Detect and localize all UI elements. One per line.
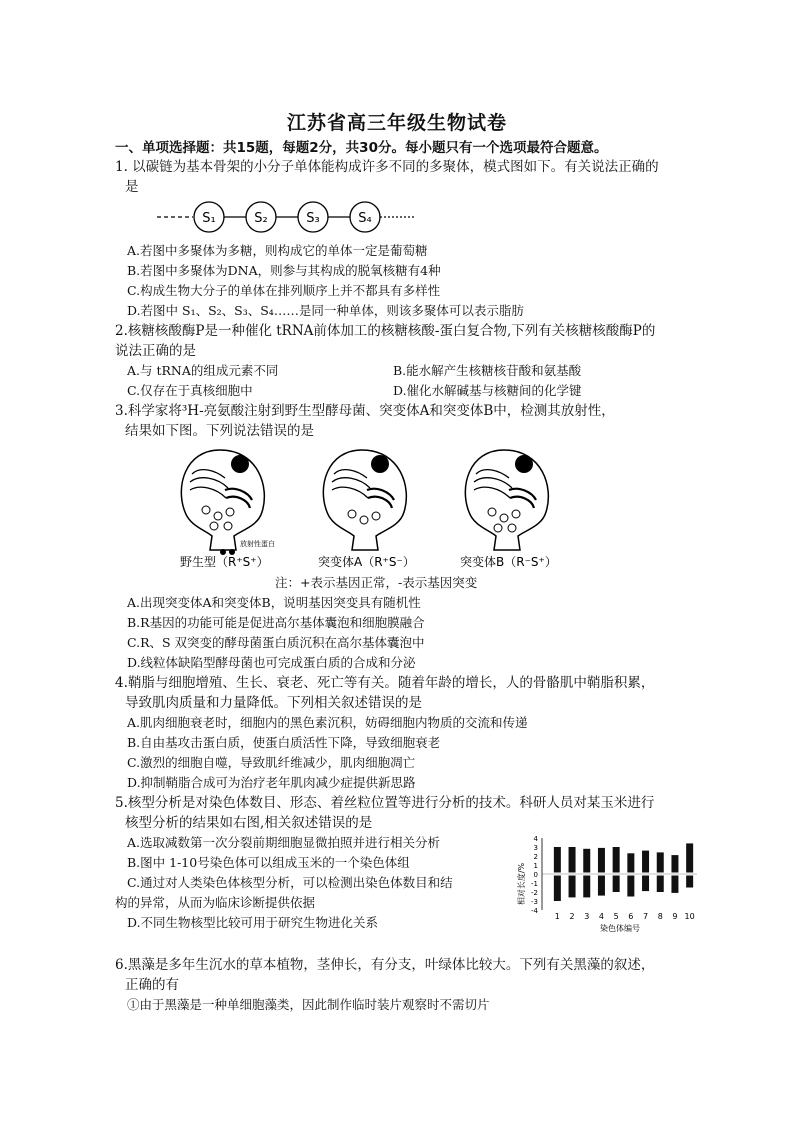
chromosome-arm-upper (627, 853, 634, 872)
q5-option-d: D.不同生物核型比较可用于研究生物进化关系 (127, 915, 379, 930)
chromosome-arm-lower (554, 876, 561, 902)
monomer-label: S₂ (254, 211, 268, 226)
q1-option-b: B.若图中多聚体为DNA，则参与其构成的脱氧核糖有4种 (127, 263, 441, 278)
q2-option-b: B.能水解产生核糖核苷酸和氨基酸 (393, 363, 582, 378)
q1-stem-cont: 是 (125, 179, 139, 195)
chromosome-arm-upper (686, 843, 693, 872)
q4-option-b: B.自由基攻击蛋白质，使蛋白质活性下降，导致细胞衰老 (127, 735, 441, 750)
q6-item-1: ①由于黑藻是一种单细胞藻类，因此制作临时装片观察时不需切片 (127, 997, 490, 1012)
monomer-s3 (298, 202, 328, 232)
chromosome-arm-lower (627, 876, 634, 897)
x-tick-label: 3 (584, 912, 590, 921)
q3-stem-cont: 结果如下图。下列说法错误的是 (125, 423, 314, 439)
q1-stem: 1. 以碳链为基本骨架的小分子单体能构成许多不同的多聚体，模式图如下。有关说法正确的 (115, 159, 659, 175)
chromosome-arm-upper (598, 848, 605, 873)
x-tick-label: 5 (613, 912, 619, 921)
monomer-s4 (350, 202, 380, 232)
chromosome-arm-lower (598, 876, 605, 896)
cell-label-mutant-b: 突变体B（R⁻S⁺） (460, 555, 557, 569)
q5-option-c-cont: 构的异常，从而为临床诊断提供依据 (115, 895, 316, 910)
q2-option-d: D.催化水解碱基与核糖间的化学键 (393, 383, 582, 398)
y-tick-label: 3 (533, 844, 538, 852)
monomer-s1 (194, 202, 224, 232)
q2-option-a: A.与 tRNA的组成元素不同 (127, 363, 279, 378)
q4-option-c: C.激烈的细胞自噬，导致肌纤维减少，肌肉细胞凋亡 (127, 755, 416, 770)
chromosome-arm-lower (583, 876, 590, 898)
chromosome-arm-upper (569, 847, 576, 873)
chromosome-arm-lower (642, 876, 649, 892)
chromosome-arm-upper (613, 847, 620, 873)
q3-note: 注：+表示基因正常，-表示基因突变 (275, 575, 478, 590)
x-tick-label: 8 (657, 912, 663, 921)
protein-label: 放射性蛋白 (240, 540, 275, 548)
q5-karyotype-chart (512, 832, 702, 934)
q1-polymer-chain-diagram (155, 200, 425, 234)
q1-option-c: C.构成生物大分子的单体在排列顺序上并不都具有多样性 (127, 283, 441, 298)
y-tick-label: 2 (533, 853, 538, 861)
chromosome-arm-upper (583, 849, 590, 873)
mutant-b-cell (465, 450, 548, 550)
chromosome-arm-lower (613, 876, 620, 893)
chromosome-arm-lower (657, 876, 664, 893)
q5-stem-cont: 核型分析的结果如右图,相关叙述错误的是 (125, 815, 373, 831)
q5-option-a: A.选取减数第一次分裂前期细胞显微拍照并进行相关分析 (127, 835, 441, 850)
q1-option-a: A.若图中多聚体为多糖，则构成它的单体一定是葡萄糖 (127, 243, 428, 258)
x-tick-label: 1 (554, 912, 560, 921)
chromosome-arm-upper (657, 852, 664, 872)
q6-stem: 6.黑藻是多年生沉水的草本植物，茎伸长，有分支，叶绿体比较大。下列有关黑藻的叙述， (115, 957, 655, 973)
y-tick-label: 1 (533, 862, 538, 870)
y-tick-label: -2 (531, 889, 538, 897)
paper-title: 江苏省高三年级生物试卷 (286, 112, 507, 134)
y-tick-label: -3 (531, 898, 538, 906)
q3-option-a: A.出现突变体A和突变体B，说明基因突变具有随机性 (127, 595, 421, 610)
chromosome-arm-lower (686, 876, 693, 888)
q3-stem: 3.科学家将³H-亮氨酸注射到野生型酵母菌、突变体A和突变体B中，检测其放射性， (115, 403, 615, 419)
q4-option-d: D.抑制鞘脂合成可为治疗老年肌肉减少症提供新思路 (127, 775, 416, 790)
section-heading: 一、单项选择题：共15题，每题2分，共30分。每小题只有一个选项最符合题意。 (115, 140, 608, 156)
monomer-label: S₁ (202, 211, 216, 226)
y-tick-label: -4 (531, 907, 538, 915)
q3-yeast-cell-diagram (170, 442, 570, 572)
q2-stem: 2.核糖核酸酶P是一种催化 tRNA前体加工的核糖核酸-蛋白复合物,下列有关核糖核酸酶P的 (115, 323, 656, 339)
q5-option-b: B.图中 1-10号染色体可以组成玉米的一个染色体组 (127, 855, 410, 870)
q3-option-d: D.线粒体缺陷型酵母菌也可完成蛋白质的合成和分泌 (127, 655, 416, 670)
chromosome-arm-lower (671, 876, 678, 893)
x-tick-label: 9 (672, 912, 678, 921)
q5-stem: 5.核型分析是对染色体数目、形态、着丝粒位置等进行分析的技术。科研人员对某玉米进行 (115, 795, 655, 811)
q4-stem: 4.鞘脂与细胞增殖、生长、衰老、死亡等有关。随着年龄的增长，人的骨骼肌中鞘脂积累， (115, 675, 655, 691)
chromosome-arm-upper (554, 847, 561, 873)
y-tick-label: -1 (531, 880, 538, 888)
q4-stem-cont: 导致肌肉质量和力量降低。下列相关叙述错误的是 (125, 695, 422, 711)
x-tick-label: 6 (628, 912, 634, 921)
x-tick-label: 7 (643, 912, 649, 921)
cell-label-wild-type: 野生型（R⁺S⁺） (180, 555, 269, 569)
q2-option-c: C.仅存在于真核细胞中 (127, 383, 253, 398)
y-tick-label: 4 (533, 835, 538, 843)
monomer-label: S₄ (358, 211, 372, 226)
y-tick-label: 0 (533, 871, 538, 879)
q1-option-d: D.若图中 S₁、S₂、S₃、S₄……是同一种单体，则该多聚体可以表示脂肪 (127, 303, 524, 318)
x-tick-label: 2 (569, 912, 575, 921)
q6-stem-cont: 正确的有 (125, 977, 179, 993)
x-tick-label: 4 (598, 912, 604, 921)
q4-option-a: A.肌肉细胞衰老时，细胞内的黑色素沉积，妨碍细胞内物质的交流和传递 (127, 715, 528, 730)
chromosome-arm-upper (671, 855, 678, 872)
mutant-a-cell (323, 450, 406, 550)
wild-type-cell (181, 450, 275, 555)
q5-option-c: C.通过对人类染色体核型分析，可以检测出染色体数目和结 (127, 875, 453, 890)
q3-option-c: C.R、S 双突变的酵母菌蛋白质沉积在高尔基体囊泡中 (127, 635, 425, 650)
chromosome-arm-lower (569, 876, 576, 898)
q3-option-b: B.R基因的功能可能是促进高尔基体囊泡和细胞膜融合 (127, 615, 425, 630)
chart-x-axis-label: 染色体编号 (600, 924, 640, 933)
x-tick-label: 10 (684, 912, 695, 921)
monomer-label: S₃ (306, 211, 320, 226)
chart-y-axis-label: 相对长度/% (517, 862, 526, 906)
chromosome-arm-upper (642, 851, 649, 873)
cell-label-mutant-a: 突变体A（R⁺S⁻） (318, 555, 415, 569)
q2-stem-cont: 说法正确的是 (115, 343, 196, 359)
monomer-s2 (246, 202, 276, 232)
